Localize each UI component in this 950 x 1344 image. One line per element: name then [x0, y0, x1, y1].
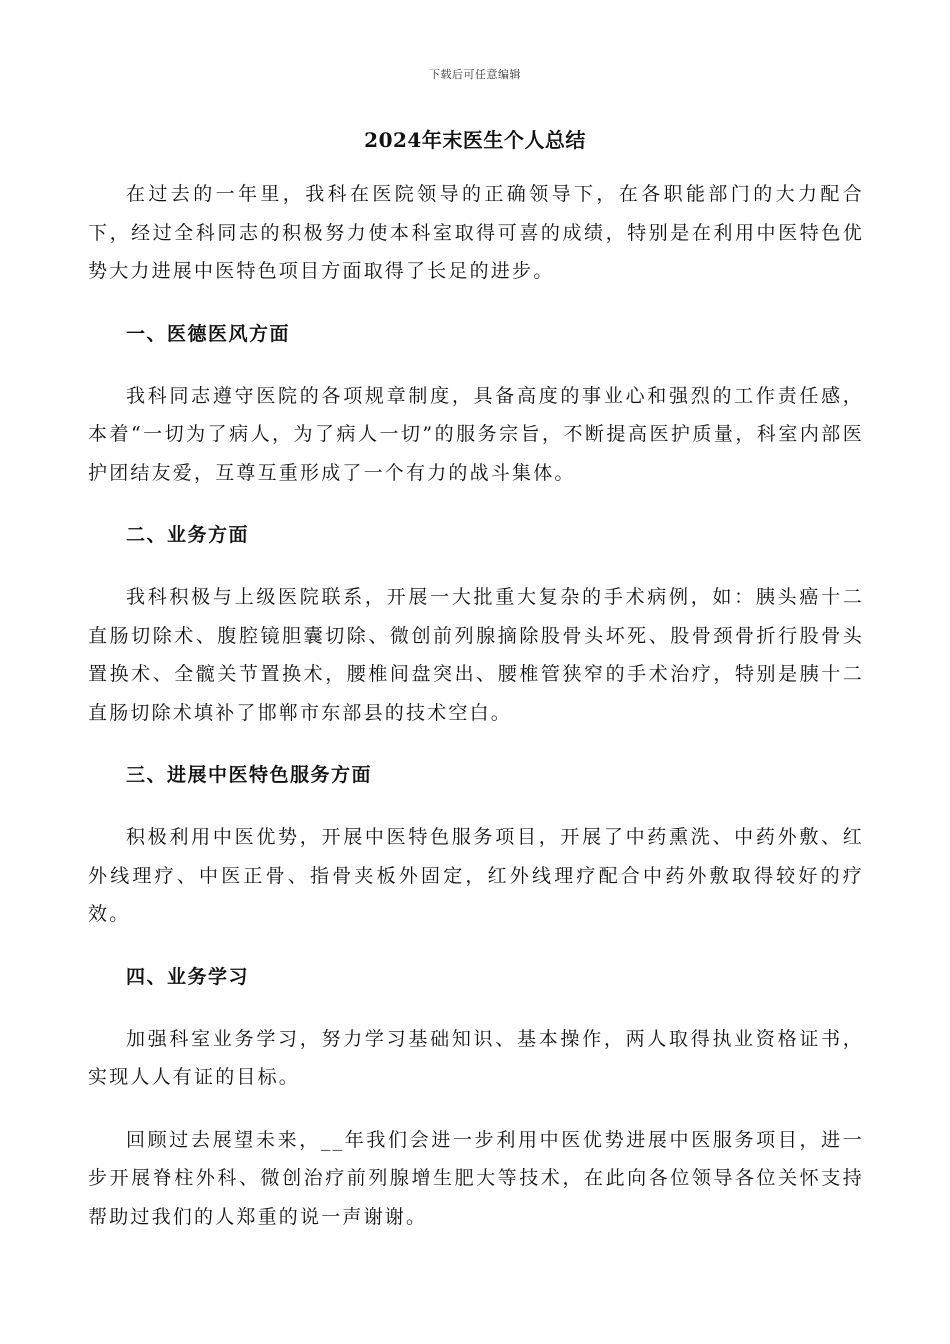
closing-paragraph: 回顾过去展望未来，__年我们会进一步利用中医优势进展中医服务项目，进一步开展脊柱外科、微创治疗前列腺增生肥大等技术，在此向各位领导各位关怀支持帮助过我们的人郑重的说一声谢谢。 — [88, 1128, 864, 1228]
section-heading-tcm-services: 三、进展中医特色服务方面 — [126, 764, 373, 786]
section-paragraph-tcm-services: 积极利用中医优势，开展中医特色服务项目，开展了中药熏洗、中药外敷、红外线理疗、中医正骨、指骨夹板外固定，红外线理疗配合中药外敷取得较好的疗效。 — [88, 826, 864, 925]
intro-paragraph: 在过去的一年里，我科在医院领导的正确领导下，在各职能部门的大力配合下，经过全科同志的积极努力使本科室取得可喜的成绩，特别是在利用中医特色优势大力进展中医特色项目方面取得了长足的进步。 — [88, 183, 864, 282]
section-paragraph-study: 加强科室业务学习，努力学习基础知识、基本操作，两人取得执业资格证书，实现人人有证的目标。 — [88, 1027, 864, 1088]
section-heading-ethics: 一、医德医风方面 — [126, 322, 291, 345]
section-paragraph-business: 我科积极与上级医院联系，开展一大批重大复杂的手术病例，如：胰头癌十二直肠切除术、腹腔镜胆囊切除、微创前列腺摘除股骨头坏死、股骨颈骨折行股骨头置换术、全髋关节置换术，腰椎间盘突出、腰椎管狭窄的手术治疗，特别是胰十二直肠切除术填补了邯郸市东部县的技术空白。 — [88, 586, 864, 724]
document-title: 2024年末医生个人总结 — [364, 128, 586, 152]
section-heading-study: 四、业务学习 — [126, 965, 250, 988]
header-note: 下载后可任意编辑 — [429, 68, 521, 81]
document-body — [88, 175, 864, 1260]
section-heading-business: 二、业务方面 — [126, 524, 250, 546]
section-paragraph-ethics: 我科同志遵守医院的各项规章制度，具备高度的事业心和强烈的工作责任感，本着“一切为了病人，为了病人一切”的服务宗旨，不断提高医护质量，科室内部医护团结友爱，互尊互重形成了一个有力的战斗集体。 — [88, 384, 864, 484]
